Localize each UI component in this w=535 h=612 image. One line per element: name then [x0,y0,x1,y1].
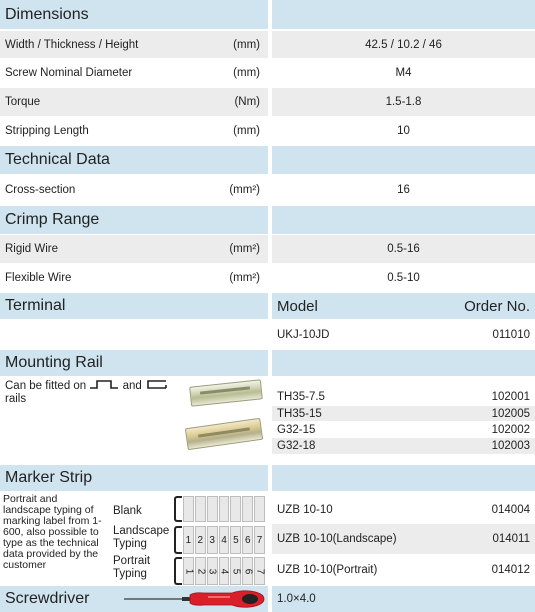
terminal-left-blank [0,320,268,349]
blank-strip-cell [230,496,241,522]
mounting-rail-text-after: rails [5,393,27,405]
blank-strip-cell [242,496,253,522]
torque-unit: (Nm) [175,88,268,116]
g-rail-icon [145,379,169,390]
mounting-rail-text-and: and [122,380,142,392]
landscape-strip-cell: 6 [242,526,253,554]
portrait-strip-cell [195,557,206,585]
blank-strip-cell [183,496,194,522]
landscape-strip-cell: 4 [219,526,230,554]
marker-type-portrait-label: Portrait Typing [113,555,151,580]
blank-strip-bracket [174,496,182,522]
stripping-length-unit: (mm) [175,117,268,145]
landscape-strip-cell: 5 [230,526,241,554]
screwdriver-title: Screwdriver [0,586,268,612]
landscape-strip-cell: 2 [195,526,206,554]
portrait-digit: 4 [218,568,230,574]
portrait-strip-cell [242,557,253,585]
terminal-title: Terminal [0,293,268,319]
rigid-wire-unit: (mm²) [175,235,268,263]
landscape-marker-strip [183,526,265,554]
terminal-header-right [272,293,535,319]
marker-strip-header-right [272,465,535,491]
crimp-range-header-right [272,206,535,234]
portrait-digit: 3 [206,568,218,574]
technical-data-header-right [272,146,535,174]
portrait-strip-cell [207,557,218,585]
blank-strip-cell [195,496,206,522]
column-divider [268,0,272,612]
screwdriver-value: 1.0×4.0 [272,586,535,612]
flexible-wire-value: 0.5-10 [272,264,535,292]
torque-value: 1.5-1.8 [272,88,535,116]
portrait-digit: 1 [182,568,194,574]
width-thickness-height-label: Width / Thickness / Height [0,31,175,58]
model-column-header: Model [277,297,318,315]
mounting-rail-description [5,379,180,406]
marker-order-portrait: 014012 [432,555,535,584]
flexible-wire-label: Flexible Wire [0,264,175,292]
rigid-wire-value: 0.5-16 [272,235,535,263]
marker-model-portrait: UZB 10-10(Portrait) [272,555,432,584]
landscape-strip-bracket [174,526,182,554]
portrait-digit: 7 [254,568,266,574]
blank-strip-cell [219,496,230,522]
landscape-strip-cell: 3 [207,526,218,554]
marker-order-landscape: 014011 [432,524,535,554]
rail-order-g32-15: 102002 [403,422,535,437]
rail-model-th35-7-5: TH35-7.5 [272,389,403,405]
width-thickness-height-unit: (mm) [175,31,268,58]
cross-section-value: 16 [272,176,535,204]
blank-marker-strip [183,496,265,522]
technical-data-title: Technical Data [0,146,268,174]
terminal-model: UKJ-10JD [272,320,403,349]
dimensions-title: Dimensions [0,0,268,29]
flexible-wire-unit: (mm²) [175,264,268,292]
torque-label: Torque [0,88,175,116]
landscape-strip-cell: 7 [254,526,265,554]
cross-section-unit: (mm²) [175,176,268,204]
terminal-order-no: 011010 [403,320,535,349]
screw-diameter-value: M4 [272,59,535,86]
portrait-digit: 2 [194,568,206,574]
marker-type-blank-label: Blank [113,505,142,517]
rail-order-g32-18: 102003 [403,438,535,454]
screw-diameter-label: Screw Nominal Diameter [0,59,175,86]
crimp-range-title: Crimp Range [0,206,268,234]
stripping-length-label: Stripping Length [0,117,175,145]
portrait-marker-strip [183,557,265,585]
rail-model-g32-18: G32-18 [272,438,403,454]
order-no-column-header: Order No. [464,297,530,315]
portrait-digit: 5 [230,568,242,574]
marker-order-blank: 014004 [432,496,535,523]
rail-model-g32-15: G32-15 [272,422,403,437]
dimensions-header-right [272,0,535,29]
stripping-length-value: 10 [272,117,535,145]
mounting-rail-left-panel [0,377,268,459]
top-hat-rail-icon [89,379,119,390]
rigid-wire-label: Rigid Wire [0,235,175,263]
marker-type-landscape-label: Landscape Typing [113,525,170,550]
portrait-strip-cell [183,557,194,585]
screw-diameter-unit: (mm) [175,59,268,86]
width-thickness-height-value: 42.5 / 10.2 / 46 [272,31,535,58]
mounting-rail-title: Mounting Rail [0,350,268,376]
mounting-rail-header-right [272,350,535,376]
portrait-digit: 6 [242,568,254,574]
portrait-strip-bracket [174,557,182,585]
marker-model-blank: UZB 10-10 [272,496,432,523]
rail-order-th35-7-5: 102001 [403,389,535,405]
landscape-strip-cell: 1 [183,526,194,554]
rail-order-th35-15: 102005 [403,406,535,421]
cross-section-label: Cross-section [0,176,175,204]
rail-model-th35-15: TH35-15 [272,406,403,421]
marker-strip-title: Marker Strip [0,465,268,491]
mounting-rail-text-before: Can be fitted on [5,380,87,392]
blank-strip-cell [254,496,265,522]
marker-strip-description: Portrait and landscape typing of marking label from 1-600, also possible to type as the technical data provided by the customer [3,494,107,584]
portrait-strip-cell [230,557,241,585]
blank-strip-cell [207,496,218,522]
portrait-strip-cell [219,557,230,585]
portrait-strip-cell [254,557,265,585]
screwdriver-image [122,589,267,609]
marker-model-landscape: UZB 10-10(Landscape) [272,524,432,554]
mounting-rail-spacer [272,377,535,389]
